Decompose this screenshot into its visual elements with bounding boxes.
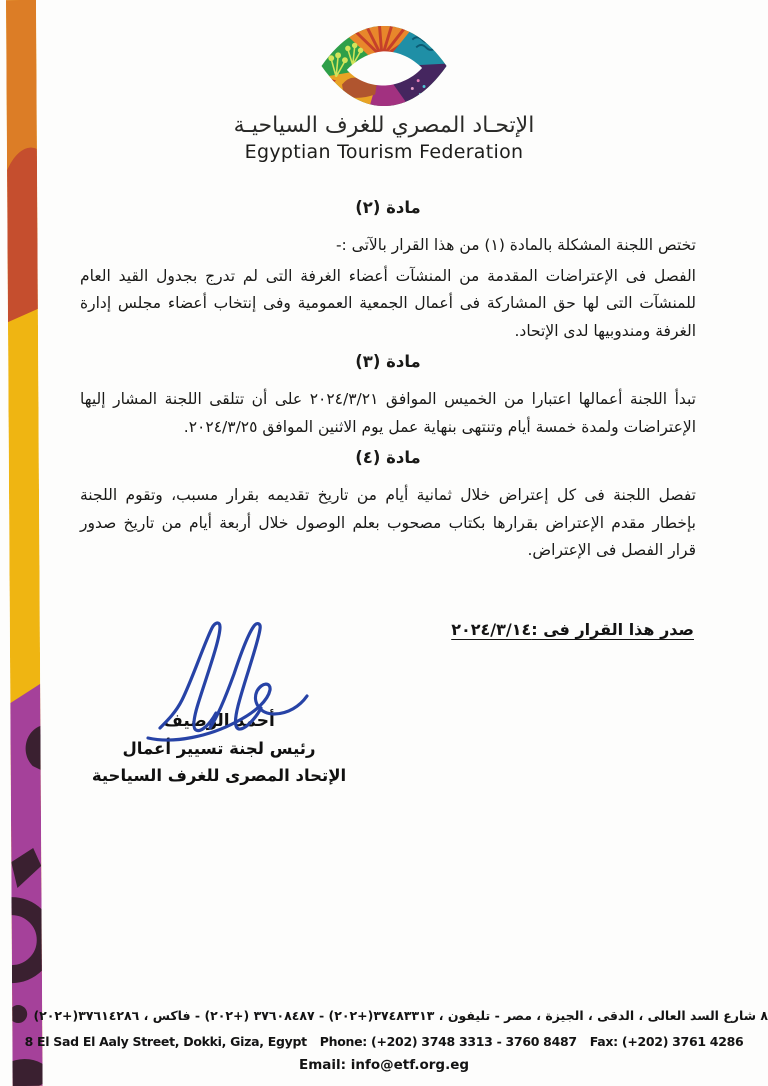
article-4-title: مادة (٤) (355, 448, 421, 467)
issuance-date-line: صدر هذا القرار فى :٢٠٢٤/٣/١٤ (451, 620, 694, 639)
org-name-arabic: الإتحـاد المصري للغرف السياحيـة (233, 113, 535, 138)
etf-eye-logo-icon (320, 24, 448, 108)
footer-address-english-row (0, 1033, 768, 1050)
article-2-text: الفصل فى الإعتراضات المقدمة من المنشآت أعضاء الغرفة التى لم تدرج بجدول القيد العام للمنشآت التى لها حق المشاركة فى أعمال الجمعية العمومية وفى إنتخاب أعضاء مجلس إدارة الغرفة ومندوبيها لدى الإتحاد. (80, 266, 696, 340)
footer-fax-en: Fax: (+202) 3761 4286 (589, 1034, 744, 1049)
org-name-english: Egyptian Tourism Federation (244, 141, 524, 163)
signature-block (84, 612, 354, 789)
signatory-name: أحمد الوصيف (163, 711, 275, 731)
signatory-text (84, 612, 354, 789)
article-2-intro: تختص اللجنة المشكلة بالمادة (١) من هذا القرار بالآتى :- (335, 236, 696, 254)
letterhead-footer (0, 1007, 768, 1074)
footer-email: Email: info@etf.org.eg (298, 1057, 470, 1073)
footer-phone-en: Phone: (+202) 3748 3313 - 3760 8487 (319, 1034, 577, 1049)
article-2-title: مادة (٢) (355, 198, 421, 217)
strip-red-band (7, 147, 38, 322)
article-4-text: تفصل اللجنة فى كل إعتراض خلال ثمانية أيام من تاريخ تقديمه بقرار مسبب، وتقوم اللجنة بإخطار مقدم الإعتراض بقرارها بكتاب مصحوب بعلم الوصول خلال أربعة أيام من تاريخ صدور قرار الفصل فى الإعتراض. (80, 486, 696, 559)
letterhead (0, 24, 768, 164)
article-3-text: تبدأ اللجنة أعمالها اعتبارا من الخميس الموافق ٢٠٢٤/٣/٢١ على أن تتلقى اللجنة المشار إليها الإعتراضات ولمدة خمسة أيام وتنتهى بنهاية عمل يوم الاثنين الموافق ٢٠٢٤/٣/٢٥. (80, 390, 696, 436)
article-3-title: مادة (٣) (355, 352, 421, 371)
footer-address-arabic: ٨ شارع السد العالى ، الدقى ، الجيزة ، مصر - تليفون ، ٣٧٤٨٣٣١٣(+٢٠٢) - ٣٧٦٠٨٤٨٧ (+٢٠٢) - فاكس ، ٣٧٦١٤٢٨٦(+٢٠٢) (33, 1008, 768, 1023)
footer-street-en: 8 El Sad El Aaly Street, Dokki, Giza, Egypt (24, 1034, 307, 1049)
decision-body (80, 189, 696, 571)
signatory-organization: الإتحاد المصرى للغرف السياحية (91, 766, 347, 785)
signatory-title: رئيس لجنة تسيير أعمال (122, 739, 316, 758)
